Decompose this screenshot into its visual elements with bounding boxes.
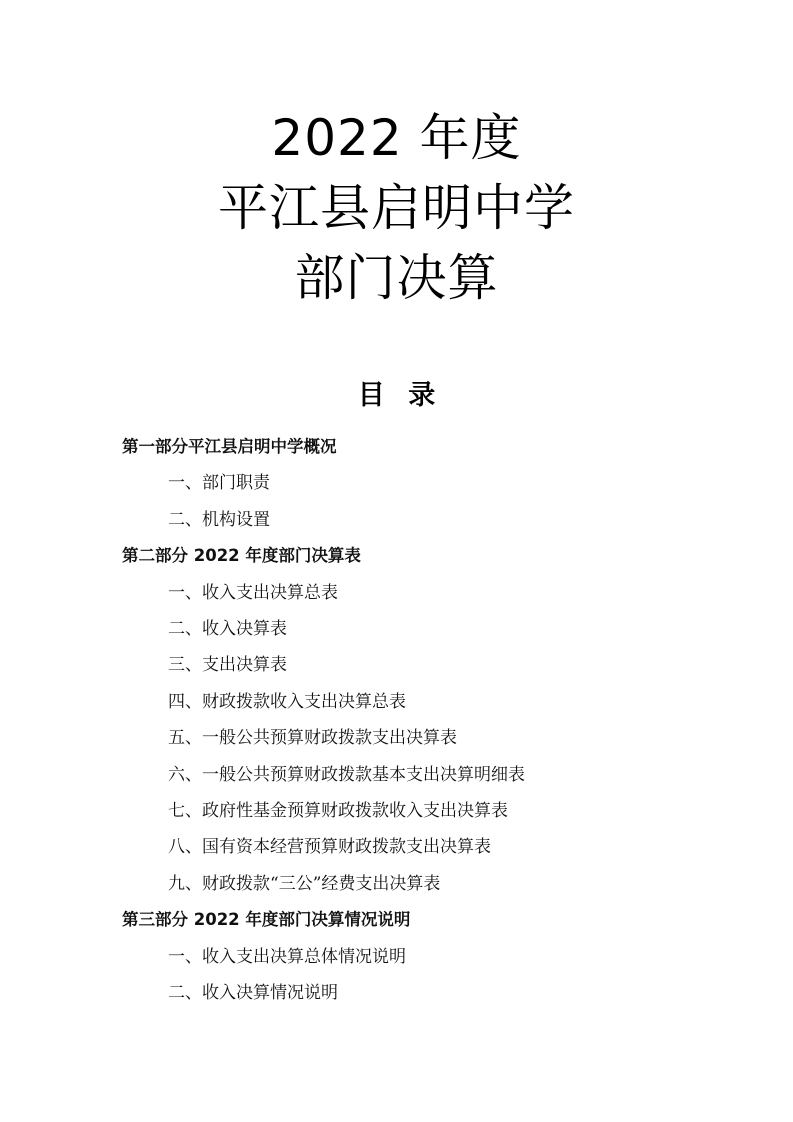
toc-entry: 二、机构设置 <box>168 509 270 530</box>
toc-section-heading: 第二部分 2022 年度部门决算表 <box>122 546 361 566</box>
toc-entry: 一、收入支出决算总体情况说明 <box>168 946 406 967</box>
title-organization: 平江县启明中学 <box>218 179 575 237</box>
title-document-type: 部门决算 <box>294 249 499 307</box>
toc-entry: 一、收入支出决算总表 <box>168 582 338 603</box>
toc-entry: 四、财政拨款收入支出决算总表 <box>168 691 406 712</box>
toc-entry: 一、部门职责 <box>168 473 270 494</box>
toc-entry: 七、政府性基金预算财政拨款收入支出决算表 <box>168 801 508 821</box>
toc-entry: 六、一般公共预算财政拨款基本支出决算明细表 <box>168 764 525 785</box>
toc-section-heading: 第一部分平江县启明中学概况 <box>122 437 337 456</box>
toc-entry: 九、财政拨款“三公”经费支出决算表 <box>168 873 441 894</box>
toc-entry: 五、一般公共预算财政拨款支出决算表 <box>168 728 457 749</box>
toc-entry: 二、收入决算情况说明 <box>168 983 338 1003</box>
title-year: 2022 年度 <box>271 109 522 167</box>
toc-entry: 二、收入决算表 <box>168 619 287 639</box>
toc-section-heading: 第三部分 2022 年度部门决算情况说明 <box>122 910 411 930</box>
document-title <box>0 103 793 313</box>
toc-heading: 目 录 <box>357 380 436 411</box>
toc-entry: 八、国有资本经营预算财政拨款支出决算表 <box>168 837 491 858</box>
toc-entry: 三、支出决算表 <box>168 655 287 676</box>
